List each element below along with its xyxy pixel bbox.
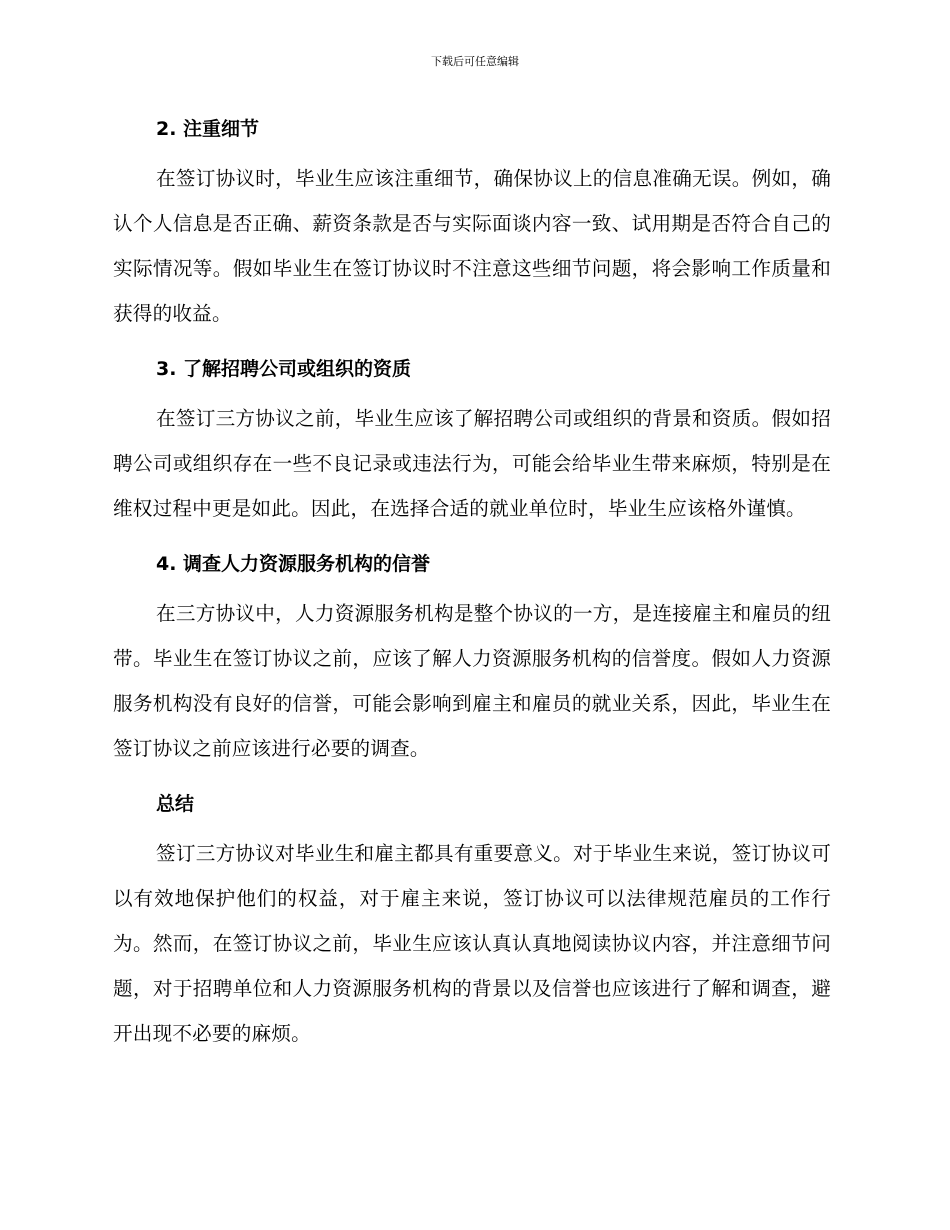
section-paragraph-summary: 签订三方协议对毕业生和雇主都具有重要意义。对于毕业生来说，签订协议可以有效地保护他们的权益，对于雇主来说，签订协议可以法律规范雇员的工作行为。然而，在签订协议之前，毕业生应该认真认真地阅读协议内容，并注意细节问题，对于招聘单位和人力资源服务机构的背景以及信誉也应该进行了解和调查，避开出现不必要的麻烦。 [113, 842, 831, 1045]
page-header: 下载后可任意编辑 [431, 55, 519, 68]
section-paragraph-agency-reputation: 在三方协议中，人力资源服务机构是整个协议的一方，是连接雇主和雇员的纽带。毕业生在签订协议之前，应该了解人力资源服务机构的信誉度。假如人力资源服务机构没有良好的信誉，可能会影响到雇主和雇员的就业关系，因此，毕业生在签订协议之前应该进行必要的调查。 [113, 602, 831, 760]
document-body [113, 108, 831, 1056]
section-paragraph-employer-qualifications: 在签订三方协议之前，毕业生应该了解招聘公司或组织的背景和资质。假如招聘公司或组织存在一些不良记录或违法行为，可能会给毕业生带来麻烦，特别是在维权过程中更是如此。因此，在选择合适的就业单位时，毕业生应该格外谨慎。 [113, 407, 831, 520]
section-heading-employer-qualifications: 3. 了解招聘公司或组织的资质 [156, 358, 412, 380]
section-heading-agency-reputation: 4. 调查人力资源服务机构的信誉 [156, 553, 431, 575]
section-paragraph-attention-to-detail: 在签订协议时，毕业生应该注重细节，确保协议上的信息准确无误。例如，确认个人信息是否正确、薪资条款是否与实际面谈内容一致、试用期是否符合自己的实际情况等。假如毕业生在签订协议时不注意这些细节问题，将会影响工作质量和获得的收益。 [113, 167, 831, 325]
section-heading-attention-to-detail: 2. 注重细节 [156, 118, 260, 140]
section-heading-summary: 总结 [156, 793, 195, 815]
